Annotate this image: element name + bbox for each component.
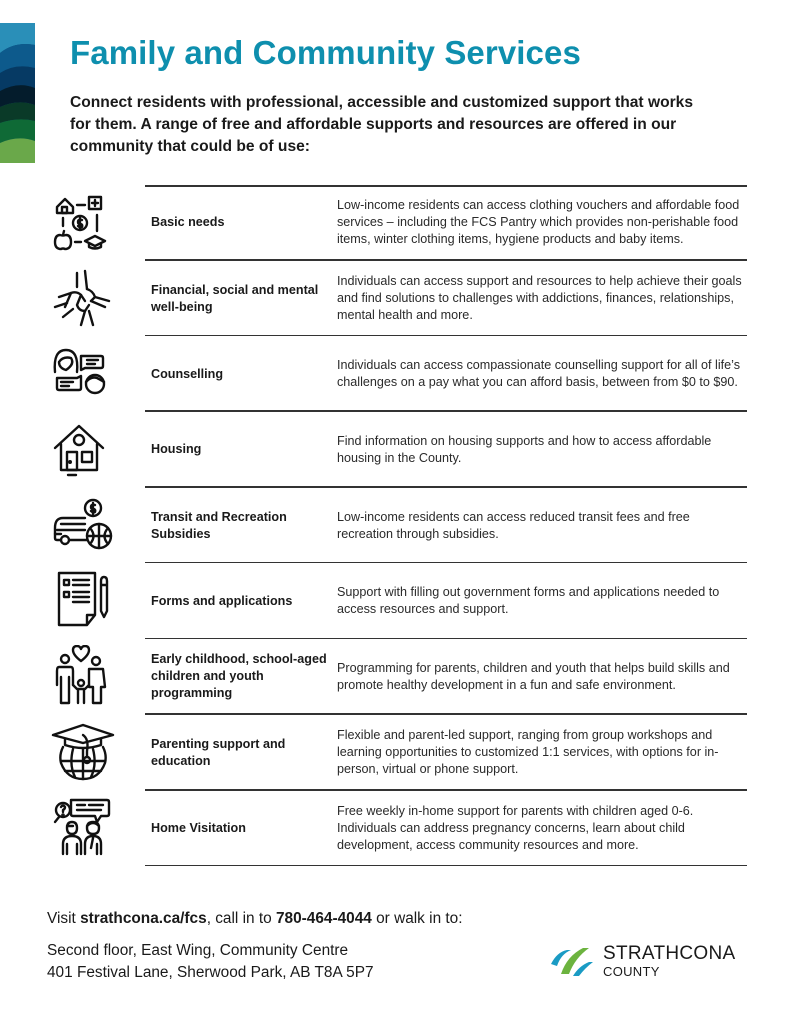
contact-line xyxy=(47,910,463,928)
strathcona-county-logo xyxy=(549,944,735,978)
service-label: Counselling xyxy=(151,366,224,381)
logo-line-2: COUNTY xyxy=(603,964,660,979)
service-label: Transit and Recreation Subsidies xyxy=(151,509,287,541)
form-pencil-icon xyxy=(45,563,145,639)
brand-landscape-strip xyxy=(0,23,35,163)
joined-hands-icon xyxy=(45,261,145,337)
call-text: , call in to xyxy=(206,910,276,927)
service-description: Free weekly in-home support for parents with children aged 0-6. Individuals can address pregnancy concerns, learn about child development, access community resources and more. xyxy=(337,803,694,852)
logo-line-1: STRATHCONA xyxy=(603,943,736,964)
service-row-early-childhood xyxy=(45,639,747,715)
strathcona-wave-mark-icon xyxy=(549,944,595,978)
family-heart-icon xyxy=(45,639,145,715)
service-label: Basic needs xyxy=(151,215,225,230)
service-row-transit-recreation xyxy=(45,488,747,564)
service-description: Individuals can access support and resources to help achieve their goals and find solutions to challenges with addictions, finances, relationships, mental health and more. xyxy=(337,274,742,323)
page-title: Family and Community Services xyxy=(70,34,581,71)
service-row-housing xyxy=(45,412,747,488)
service-description: Low-income residents can access reduced transit fees and free recreation through subsidies. xyxy=(337,509,690,541)
service-row-home-visitation xyxy=(45,791,747,867)
service-row-basic-needs xyxy=(45,185,747,261)
service-description: Find information on housing supports and how to access affordable housing in the County. xyxy=(337,433,712,465)
walk-text: or walk in to: xyxy=(371,910,463,927)
bus-basketball-dollar-icon xyxy=(45,488,145,564)
service-row-financial-wellbeing xyxy=(45,261,747,337)
graduation-cap-globe-icon xyxy=(45,715,145,791)
house-icon xyxy=(45,412,145,488)
service-label: Housing xyxy=(151,442,202,457)
service-label: Parenting support and education xyxy=(151,736,286,768)
address-block xyxy=(47,940,374,984)
service-description: Programming for parents, children and youth that helps build skills and promote healthy development in a fun and safe environment. xyxy=(337,660,730,692)
service-description: Individuals can access compassionate counselling support for all of life’s challenges on a pay what you can afford basis, between from $0 to $90. xyxy=(337,358,740,390)
service-label: Forms and applications xyxy=(151,593,293,608)
basic-needs-icon xyxy=(45,185,145,261)
service-row-forms-applications xyxy=(45,563,747,639)
service-row-parenting-support xyxy=(45,715,747,791)
intro-paragraph: Connect residents with professional, accessible and customized support that works for them. A range of free and affordable supports and resources are offered in our community that could be of use: xyxy=(70,94,694,155)
phone-number[interactable]: 780-464-4044 xyxy=(275,910,372,927)
visit-prefix: Visit xyxy=(47,910,81,927)
service-description: Low-income residents can access clothing vouchers and affordable food services – including the FCS Pantry which provides non-perishable food items, winter clothing items, hygiene products and baby items. xyxy=(337,198,740,247)
service-label: Early childhood, school-aged children and youth programming xyxy=(151,652,327,701)
home-visit-conversation-icon xyxy=(45,791,145,867)
service-row-counselling xyxy=(45,336,747,412)
counselling-conversation-icon xyxy=(45,336,145,412)
service-label: Financial, social and mental well-being xyxy=(151,282,319,314)
services-list xyxy=(45,185,747,866)
address-line-2: 401 Festival Lane, Sherwood Park, AB T8A 5P7 xyxy=(47,964,374,981)
service-description: Flexible and parent-led support, ranging from group workshops and learning opportunities to customized 1:1 services, with options for in-person, virtual or phone support. xyxy=(337,728,719,777)
service-label: Home Visitation xyxy=(151,820,246,835)
service-description: Support with filling out government forms and applications needed to access resources and support. xyxy=(337,585,720,617)
website-link[interactable]: strathcona.ca/fcs xyxy=(80,910,207,927)
address-line-1: Second floor, East Wing, Community Centre xyxy=(47,942,349,959)
